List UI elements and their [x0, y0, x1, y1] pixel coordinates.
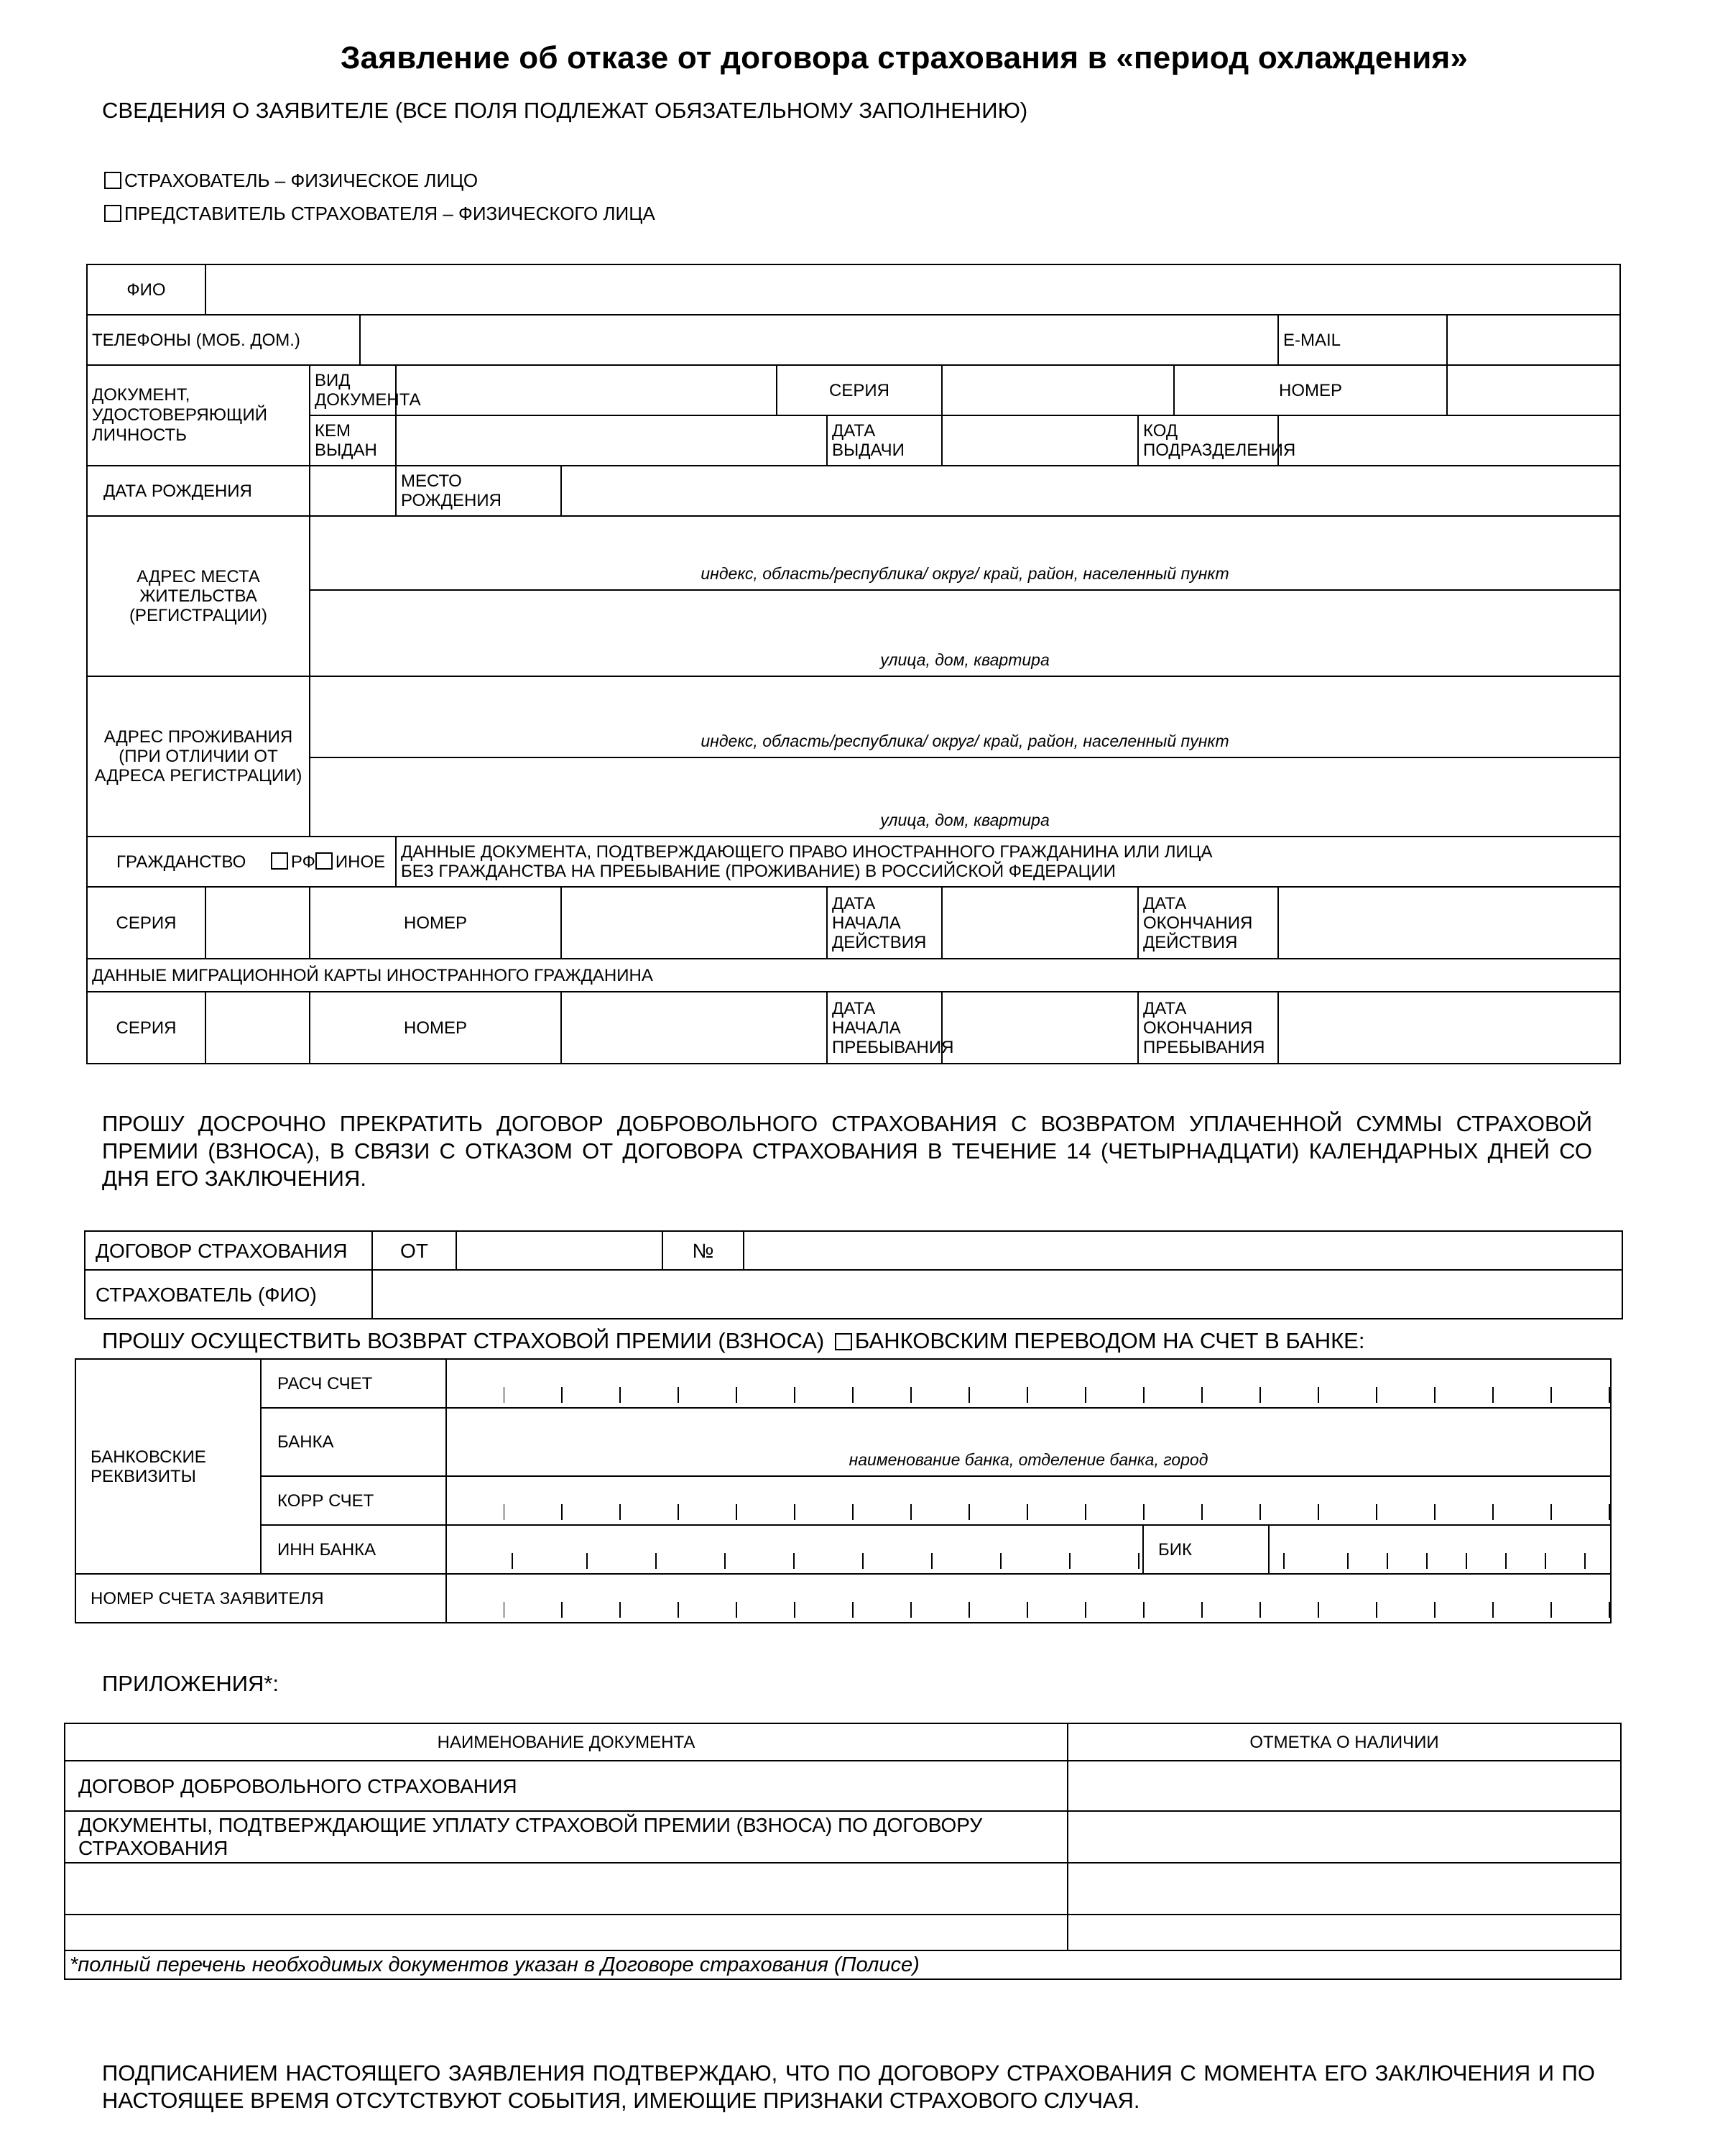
email-field[interactable] — [1447, 315, 1620, 365]
refund-line — [102, 1328, 1364, 1354]
digit-ticks — [447, 1602, 1610, 1618]
insurer-label: СТРАХОВАТЕЛЬ (ФИО) — [85, 1270, 372, 1319]
checkbox-icon[interactable] — [271, 852, 288, 870]
migration-card-label: ДАННЫЕ МИГРАЦИОННОЙ КАРТЫ ИНОСТРАННОГО ГРАЖДАНИНА — [87, 959, 1620, 992]
valid-to-label: ДАТА ОКОНЧАНИЯ ДЕЙСТВИЯ — [1138, 887, 1278, 959]
issued-by-field[interactable] — [396, 415, 827, 466]
number-field[interactable] — [1447, 365, 1620, 415]
contract-date-field[interactable] — [456, 1231, 662, 1270]
migration-series-label: СЕРИЯ — [87, 992, 205, 1064]
birth-place-field[interactable] — [561, 466, 1620, 516]
insurer-field[interactable] — [372, 1270, 1622, 1319]
migration-number-field[interactable] — [561, 992, 827, 1064]
citizenship-cell — [87, 837, 396, 887]
stay-from-label: ДАТА НАЧАЛА ПРЕБЫВАНИЯ — [827, 992, 942, 1064]
account-field[interactable] — [446, 1359, 1611, 1408]
checkbox-icon[interactable] — [315, 852, 333, 870]
contract-label: ДОГОВОР СТРАХОВАНИЯ — [85, 1231, 372, 1270]
digit-ticks — [447, 1504, 1610, 1520]
attachments-table — [64, 1723, 1622, 1980]
fio-field[interactable] — [205, 264, 1620, 315]
phones-field[interactable] — [360, 315, 1278, 365]
col-mark: ОТМЕТКА О НАЛИЧИИ — [1068, 1723, 1621, 1761]
applicant-section-heading: СВЕДЕНИЯ О ЗАЯВИТЕЛЕ (ВСЕ ПОЛЯ ПОДЛЕЖАТ ОБЯЗАТЕЛЬНОМУ ЗАПОЛНЕНИЮ) — [102, 98, 1028, 123]
fio-label: ФИО — [87, 264, 205, 315]
stay-from-field[interactable] — [942, 992, 1138, 1064]
col-doc-name: НАИМЕНОВАНИЕ ДОКУМЕНТА — [65, 1723, 1068, 1761]
valid-from-field[interactable] — [942, 887, 1138, 959]
bank-hint: наименование банка, отделение банка, город — [849, 1450, 1208, 1469]
attachment-mark-field[interactable] — [1068, 1915, 1621, 1950]
id-doc-label: ДОКУМЕНТ, УДОСТОВЕРЯЮЩИЙ ЛИЧНОСТЬ — [87, 365, 310, 466]
reg-address-street-field[interactable] — [310, 590, 1620, 676]
issue-date-label: ДАТА ВЫДАЧИ — [827, 415, 942, 466]
contract-table — [84, 1230, 1623, 1319]
digit-ticks — [1270, 1553, 1610, 1569]
role-option-representative[interactable]: ПРЕДСТАВИТЕЛЬ СТРАХОВАТЕЛЯ – ФИЗИЧЕСКОГО ЛИЦА — [104, 203, 655, 225]
stay-to-field[interactable] — [1278, 992, 1620, 1064]
foreign-number-field[interactable] — [561, 887, 827, 959]
refund-bank-option[interactable]: БАНКОВСКИМ ПЕРЕВОДОМ НА СЧЕТ В БАНКЕ: — [831, 1328, 1365, 1353]
birth-place-label: МЕСТО РОЖДЕНИЯ — [396, 466, 561, 516]
citizenship-label: ГРАЖДАНСТВО — [116, 852, 246, 872]
attachments-heading: ПРИЛОЖЕНИЯ*: — [102, 1671, 279, 1696]
issue-date-field[interactable] — [942, 415, 1138, 466]
bank-table — [75, 1358, 1612, 1623]
foreign-number-label: НОМЕР — [310, 887, 561, 959]
reg-region-hint: индекс, область/республика/ округ/ край, район, населенный пункт — [701, 564, 1229, 583]
division-code-field[interactable] — [1278, 415, 1620, 466]
applicant-table — [86, 264, 1621, 1064]
issued-by-label: КЕМ ВЫДАН — [310, 415, 396, 466]
foreign-series-field[interactable] — [205, 887, 310, 959]
contract-number-field[interactable] — [744, 1231, 1622, 1270]
role-option-insurer[interactable]: СТРАХОВАТЕЛЬ – ФИЗИЧЕСКОЕ ЛИЦО — [104, 170, 478, 192]
reg-street-hint: улица, дом, квартира — [880, 650, 1050, 669]
bik-label: БИК — [1143, 1525, 1269, 1574]
valid-from-label: ДАТА НАЧАЛА ДЕЙСТВИЯ — [827, 887, 942, 959]
attachment-mark-field[interactable] — [1068, 1761, 1621, 1811]
confirmation-text: ПОДПИСАНИЕМ НАСТОЯЩЕГО ЗАЯВЛЕНИЯ ПОДТВЕРЖДАЮ, ЧТО ПО ДОГОВОРУ СТРАХОВАНИЯ С МОМЕНТА ЕГО ЗАКЛЮЧЕНИЯ И ПО НАСТОЯЩЕЕ ВРЕМЯ ОТСУТСТВУЮТ СОБЫТИЯ, ИМЕЮЩИЕ ПРИЗНАКИ СТРАХОВОГО СЛУЧАЯ. — [102, 2060, 1595, 2113]
corr-label: КОРР СЧЕТ — [261, 1476, 446, 1525]
attachment-mark-field[interactable] — [1068, 1811, 1621, 1863]
account-label: РАСЧ СЧЕТ — [261, 1359, 446, 1408]
series-field[interactable] — [942, 365, 1174, 415]
checkbox-icon[interactable] — [104, 205, 121, 222]
attachment-row: ДОКУМЕНТЫ, ПОДТВЕРЖДАЮЩИЕ УПЛАТУ СТРАХОВОЙ ПРЕМИИ (ВЗНОСА) ПО ДОГОВОРУ СТРАХОВАНИЯ — [65, 1811, 1068, 1863]
digit-ticks — [447, 1553, 1142, 1569]
email-label: E-MAIL — [1278, 315, 1447, 365]
digit-ticks — [447, 1387, 1610, 1403]
checkbox-icon[interactable] — [104, 172, 121, 189]
contract-number-label: № — [662, 1231, 744, 1270]
bank-name-field[interactable] — [446, 1408, 1611, 1476]
birth-date-field[interactable] — [310, 466, 396, 516]
foreign-series-label: СЕРИЯ — [87, 887, 205, 959]
live-street-hint: улица, дом, квартира — [880, 811, 1050, 829]
attachment-mark-field[interactable] — [1068, 1863, 1621, 1915]
applicant-account-field[interactable] — [446, 1574, 1611, 1623]
bank-details-label: БАНКОВСКИЕ РЕКВИЗИТЫ — [75, 1359, 261, 1574]
corr-field[interactable] — [446, 1476, 1611, 1525]
inn-label: ИНН БАНКА — [261, 1525, 446, 1574]
bank-label: БАНКА — [261, 1408, 446, 1476]
applicant-account-label: НОМЕР СЧЕТА ЗАЯВИТЕЛЯ — [75, 1574, 446, 1623]
bik-field[interactable] — [1269, 1525, 1611, 1574]
birth-date-label: ДАТА РОЖДЕНИЯ — [87, 466, 310, 516]
phones-label: ТЕЛЕФОНЫ (МОБ. ДОМ.) — [87, 315, 360, 365]
valid-to-field[interactable] — [1278, 887, 1620, 959]
attachment-empty-row[interactable] — [65, 1863, 1068, 1915]
attachment-empty-row[interactable] — [65, 1915, 1068, 1950]
citizenship-rf-option[interactable]: РФ — [271, 852, 315, 872]
contract-from-label: ОТ — [372, 1231, 456, 1270]
live-region-hint: индекс, область/республика/ округ/ край, район, населенный пункт — [701, 732, 1229, 750]
doc-type-label: ВИД ДОКУМЕНТА — [310, 365, 396, 415]
refund-text: ПРОШУ ОСУЩЕСТВИТЬ ВОЗВРАТ СТРАХОВОЙ ПРЕМИИ (ВЗНОСА) — [102, 1328, 825, 1353]
live-address-label: АДРЕС ПРОЖИВАНИЯ (ПРИ ОТЛИЧИИ ОТ АДРЕСА РЕГИСТРАЦИИ) — [87, 676, 310, 837]
attachments-footnote: *полный перечень необходимых документов указан в Договоре страхования (Полисе) — [65, 1950, 1621, 1979]
series-label: СЕРИЯ — [777, 365, 942, 415]
stay-to-label: ДАТА ОКОНЧАНИЯ ПРЕБЫВАНИЯ — [1138, 992, 1278, 1064]
division-code-label: КОД ПОДРАЗДЕЛЕНИЯ — [1138, 415, 1278, 466]
reg-address-label: АДРЕС МЕСТА ЖИТЕЛЬСТВА (РЕГИСТРАЦИИ) — [87, 516, 310, 676]
foreign-doc-label: ДАННЫЕ ДОКУМЕНТА, ПОДТВЕРЖДАЮЩЕГО ПРАВО ИНОСТРАННОГО ГРАЖДАНИНА ИЛИ ЛИЦА БЕЗ ГРАЖДАНСТВА НА ПРЕБЫВАНИЕ (ПРОЖИВАНИЕ) В РОССИЙСКОЙ ФЕДЕРАЦИИ — [396, 837, 1620, 887]
live-address-region-field[interactable] — [310, 676, 1620, 757]
doc-type-field[interactable] — [396, 365, 777, 415]
page-title: Заявление об отказе от договора страхования в «период охлаждения» — [340, 40, 1469, 75]
migration-number-label: НОМЕР — [310, 992, 561, 1064]
inn-field[interactable] — [446, 1525, 1143, 1574]
request-text: ПРОШУ ДОСРОЧНО ПРЕКРАТИТЬ ДОГОВОР ДОБРОВОЛЬНОГО СТРАХОВАНИЯ С ВОЗВРАТОМ УПЛАЧЕННОЙ СУММЫ СТРАХОВОЙ ПРЕМИИ (ВЗНОСА), В СВЯЗИ С ОТКАЗОМ ОТ ДОГОВОРА СТРАХОВАНИЯ В ТЕЧЕНИЕ 14 (ЧЕТЫРНАДЦАТИ) КАЛЕНДАРНЫХ ДНЕЙ СО ДНЯ ЕГО ЗАКЛЮЧЕНИЯ. — [102, 1111, 1592, 1191]
reg-address-region-field[interactable] — [310, 516, 1620, 590]
number-label: НОМЕР — [1174, 365, 1447, 415]
live-address-street-field[interactable] — [310, 757, 1620, 837]
migration-series-field[interactable] — [205, 992, 310, 1064]
attachment-row: ДОГОВОР ДОБРОВОЛЬНОГО СТРАХОВАНИЯ — [65, 1761, 1068, 1811]
citizenship-other-option[interactable]: ИНОЕ — [315, 852, 385, 872]
checkbox-icon[interactable] — [835, 1333, 852, 1350]
